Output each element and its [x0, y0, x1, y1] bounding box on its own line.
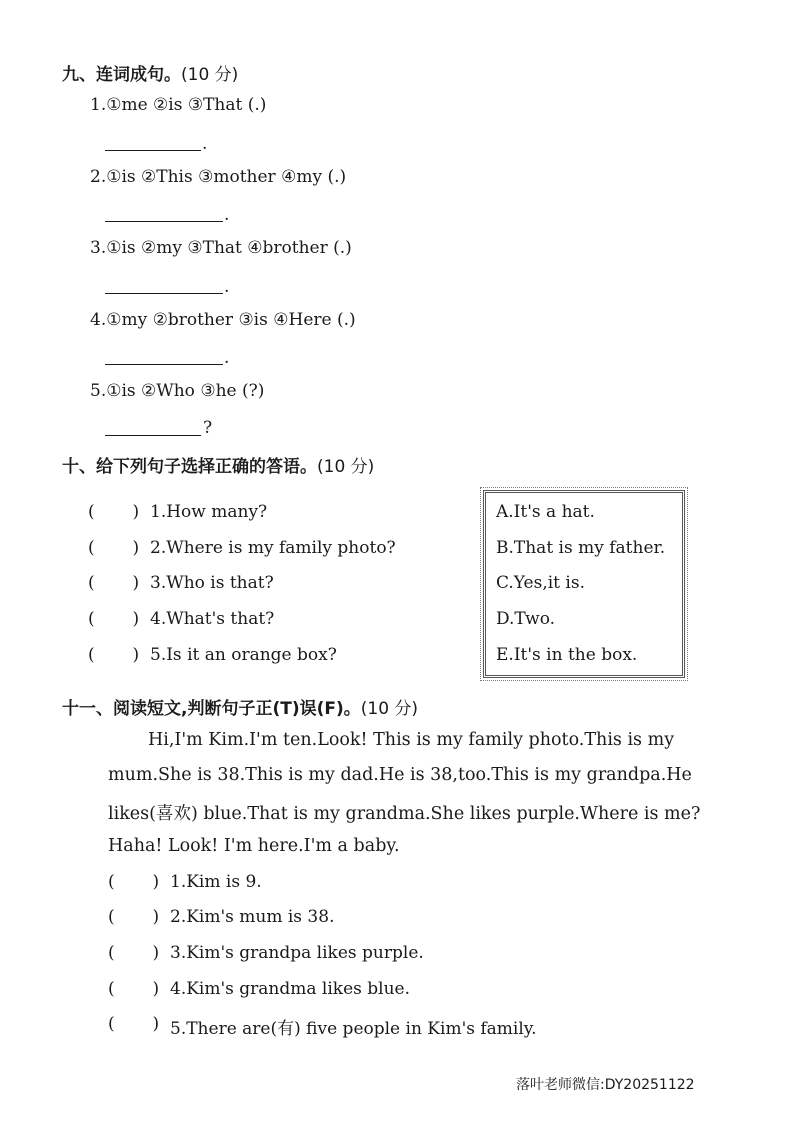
- option-d: D.Two.: [496, 609, 556, 629]
- answer-paren-10-5[interactable]: ( ): [88, 645, 140, 665]
- question-9-5: 5.①is ②Who ③he (?): [90, 381, 265, 401]
- blank-end-9-5: ?: [203, 418, 213, 438]
- passage-line-3: likes(喜欢) blue.That is my grandma.She likes purple.Where is me?: [108, 804, 701, 824]
- question-9-2: 2.①is ②This ③mother ④my (.): [90, 167, 347, 187]
- statement-11-4: 4.Kim's grandma likes blue.: [170, 979, 411, 999]
- statement-11-2: 2.Kim's mum is 38.: [170, 907, 335, 927]
- answer-paren-11-2[interactable]: ( ): [108, 907, 160, 927]
- blank-end-9-3: .: [224, 277, 230, 297]
- question-10-5: 5.Is it an orange box?: [150, 645, 337, 665]
- statement-11-3: 3.Kim's grandpa likes purple.: [170, 943, 424, 963]
- section-10-heading: 十、给下列句子选择正确的答语。(10 分): [62, 457, 375, 477]
- option-c: C.Yes,it is.: [496, 573, 585, 593]
- question-10-4: 4.What's that?: [150, 609, 275, 629]
- answer-blank-9-1[interactable]: [105, 150, 201, 151]
- option-b: B.That is my father.: [496, 538, 666, 558]
- question-9-1: 1.①me ②is ③That (.): [90, 95, 267, 115]
- answer-paren-10-3[interactable]: ( ): [88, 573, 140, 593]
- blank-end-9-2: .: [224, 205, 230, 225]
- statement-11-5: 5.There are(有) five people in Kim's family.: [170, 1019, 537, 1039]
- section-11-heading: 十一、阅读短文,判断句子正(T)误(F)。(10 分): [62, 699, 419, 719]
- question-9-4: 4.①my ②brother ③is ④Here (.): [90, 310, 356, 330]
- statement-11-1: 1.Kim is 9.: [170, 872, 262, 892]
- passage-line-2: mum.She is 38.This is my dad.He is 38,too.This is my grandpa.He: [108, 765, 692, 785]
- answer-paren-10-1[interactable]: ( ): [88, 502, 140, 522]
- answer-paren-10-2[interactable]: ( ): [88, 538, 140, 558]
- answer-blank-9-5[interactable]: [105, 435, 201, 436]
- answer-blank-9-2[interactable]: [105, 221, 223, 222]
- passage-line-1: Hi,I'm Kim.I'm ten.Look! This is my family photo.This is my: [148, 730, 675, 750]
- blank-end-9-4: .: [224, 348, 230, 368]
- answer-paren-11-5[interactable]: ( ): [108, 1014, 160, 1034]
- question-10-1: 1.How many?: [150, 502, 268, 522]
- passage-line-4: Haha! Look! I'm here.I'm a baby.: [108, 836, 400, 856]
- option-a: A.It's a hat.: [496, 502, 595, 522]
- answer-paren-11-3[interactable]: ( ): [108, 943, 160, 963]
- footer-contact: 落叶老师微信:DY20251122: [516, 1077, 695, 1093]
- option-e: E.It's in the box.: [496, 645, 638, 665]
- answer-blank-9-4[interactable]: [105, 364, 223, 365]
- section-9-heading: 九、连词成句。(10 分): [62, 65, 239, 85]
- question-10-2: 2.Where is my family photo?: [150, 538, 396, 558]
- answer-paren-11-1[interactable]: ( ): [108, 872, 160, 892]
- question-9-3: 3.①is ②my ③That ④brother (.): [90, 238, 352, 258]
- answer-paren-11-4[interactable]: ( ): [108, 979, 160, 999]
- answer-blank-9-3[interactable]: [105, 293, 223, 294]
- question-10-3: 3.Who is that?: [150, 573, 274, 593]
- answer-paren-10-4[interactable]: ( ): [88, 609, 140, 629]
- blank-end-9-1: .: [202, 134, 208, 154]
